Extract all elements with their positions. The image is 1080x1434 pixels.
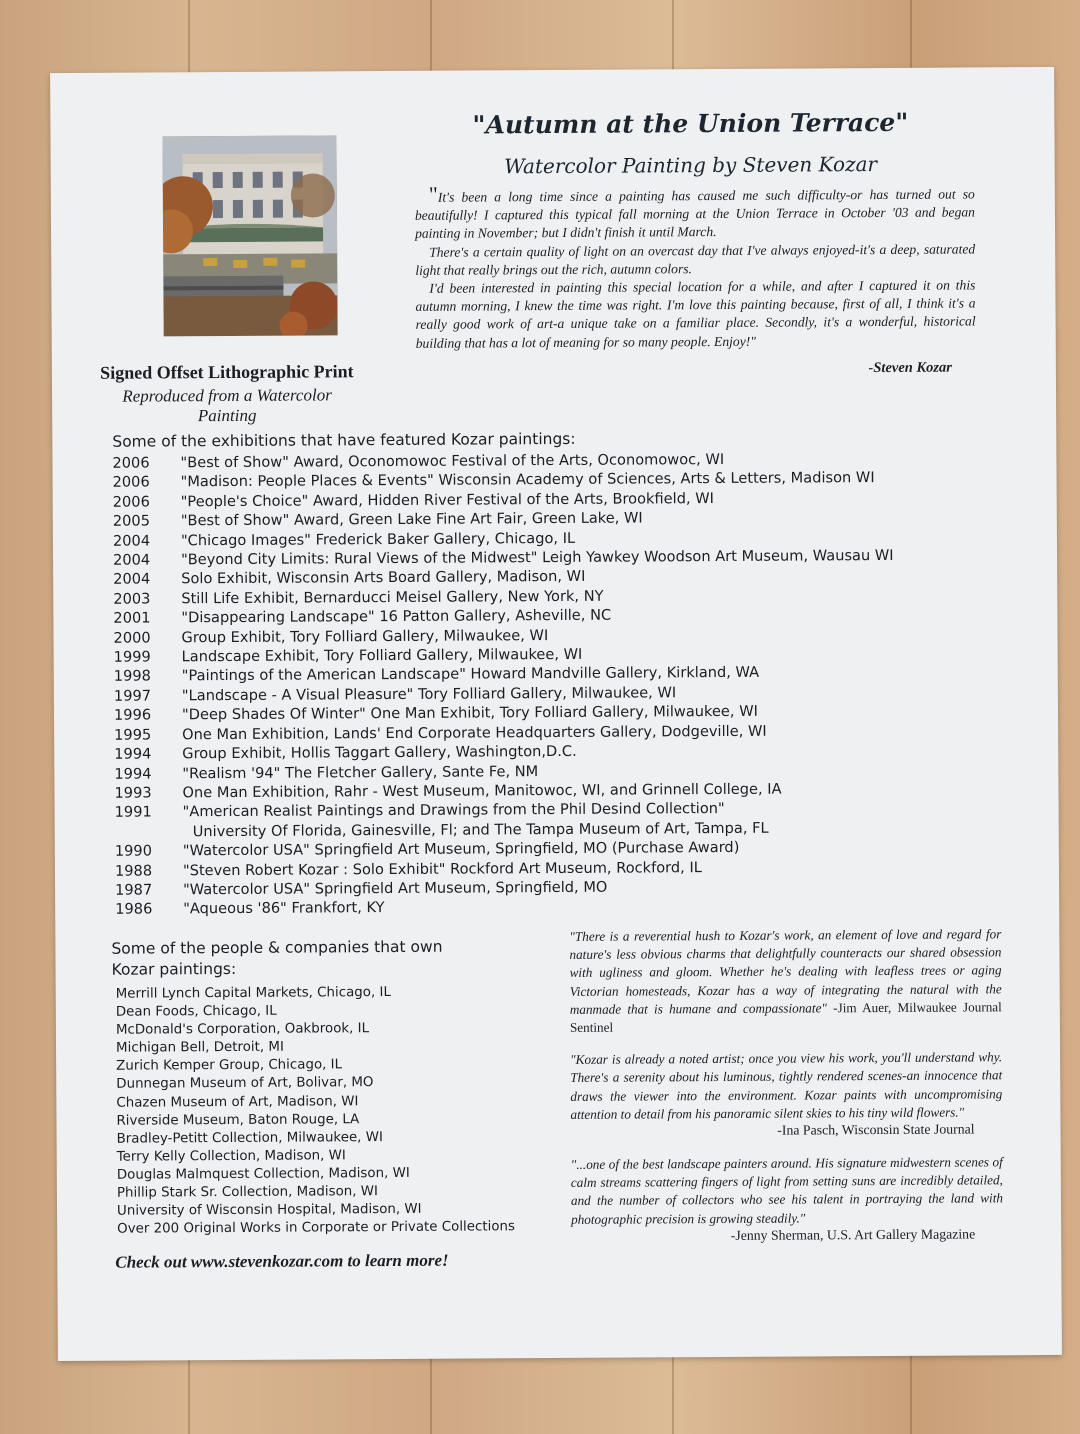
owners-heading: Some of the people & companies that own Kozar paintings: bbox=[111, 937, 443, 979]
painting-subtitle: Watercolor Painting by Steven Kozar bbox=[504, 152, 878, 179]
owners-list bbox=[116, 983, 558, 1239]
owner-item: Dunnegan Museum of Art, Bolivar, MO bbox=[116, 1075, 374, 1093]
painting-title: "Autumn at the Union Terrace" bbox=[472, 107, 909, 140]
exhibition-row: 2005 "Best of Show" Award, Green Lake Fine Art Fair, Green Lake, WI bbox=[112, 509, 643, 530]
owner-item: Douglas Malmquest Collection, Madison, WI bbox=[116, 1165, 410, 1183]
press-reviews bbox=[569, 925, 1003, 1260]
exhibitions-heading: Some of the exhibitions that have featured Kozar paintings: bbox=[112, 429, 576, 451]
artist-quote-paragraph: There's a certain quality of light on an overcast day that I've always enjoyed-it's a deep, saturated light that really brings out the rich, autumn colors. bbox=[415, 241, 976, 278]
exhibition-row-continuation: University Of Florida, Gainesville, Fl; and The Tampa Museum of Art, Tampa, FL bbox=[192, 819, 769, 840]
exhibition-row: 1991 "American Realist Paintings and Drawings from the Phil Desind Collection" bbox=[114, 800, 725, 822]
exhibition-row: 2003 Still Life Exhibit, Bernarducci Meisel Gallery, New York, NY bbox=[113, 587, 604, 608]
print-type: Signed Offset Lithographic Print bbox=[100, 361, 354, 383]
owner-item: Phillip Stark Sr. Collection, Madison, WI bbox=[116, 1184, 379, 1201]
exhibition-row: 2006 "Madison: People Places & Events" Wisconsin Academy of Sciences, Arts & Letters, Madison WI bbox=[112, 469, 875, 492]
exhibition-row: 1994 Group Exhibit, Hollis Taggart Gallery, Washington,D.C. bbox=[114, 742, 577, 763]
exhibitions-list bbox=[112, 448, 1015, 919]
owner-item: University of Wisconsin Hospital, Madison, WI bbox=[116, 1201, 422, 1219]
painting-thumbnail bbox=[162, 135, 337, 336]
exhibition-row: 1997 "Landscape - A Visual Pleasure" Tory Folliard Gallery, Milwaukee, WI bbox=[113, 684, 677, 705]
press-review: "...one of the best landscape painters around. His signature midwestern scenes of calm streams scattering fingers of light from setting suns are incredibly detailed, and the number of collectors who see his talent in portraying the land with photographic precision is growing steadily." bbox=[570, 1154, 1004, 1227]
exhibition-row: 2004 Solo Exhibit, Wisconsin Arts Board Gallery, Madison, WI bbox=[113, 568, 586, 589]
artist-signature: -Steven Kozar bbox=[868, 359, 952, 377]
exhibition-row: 1987 "Watercolor USA" Springfield Art Museum, Springfield, MO bbox=[115, 878, 608, 899]
review-byline: -Jim Auer, Milwaukee Journal Sentinel bbox=[569, 999, 1002, 1035]
owner-item: Terry Kelly Collection, Madison, WI bbox=[116, 1148, 346, 1165]
exhibition-row: 1999 Landscape Exhibit, Tory Folliard Gallery, Milwaukee, WI bbox=[113, 645, 583, 666]
owner-item: Dean Foods, Chicago, IL bbox=[115, 1003, 277, 1020]
artist-quote-paragraph: "It's been a long time since a painting has caused me such difficulty-or has turned out so beautifully! I captured this typical fall morning at the Union Terrace in October '03 and began painting in November; but I didn't finish it until March. bbox=[414, 181, 975, 242]
exhibition-row: 2001 "Disappearing Landscape" 16 Patton Gallery, Asheville, NC bbox=[113, 606, 612, 627]
owner-item: Over 200 Original Works in Corporate or Private Collections bbox=[117, 1219, 516, 1237]
exhibition-row: 1990 "Watercolor USA" Springfield Art Museum, Springfield, MO (Purchase Award) bbox=[114, 839, 740, 860]
flyer-sheet bbox=[50, 67, 1062, 1361]
exhibition-row: 1996 "Deep Shades Of Winter" One Man Exhibit, Tory Folliard Gallery, Milwaukee, WI bbox=[113, 703, 758, 724]
exhibition-row: 2004 "Beyond City Limits: Rural Views of the Midwest" Leigh Yawkey Woodson Art Museum, Wausau WI bbox=[113, 546, 894, 569]
review-signature: -Ina Pasch, Wisconsin State Journal bbox=[777, 1121, 975, 1138]
review-signature: -Jenny Sherman, U.S. Art Gallery Magazine bbox=[730, 1226, 976, 1243]
press-review: "Kozar is already a noted artist; once you view his work, you'll understand why. There's a serenity about his luminous, tightly rendered scenes-an innocence that draws the viewer into the environment. Kozar paints with uncompromising attention to detail from his panoramic silent skies to his tiny wild flowers." bbox=[570, 1049, 1003, 1122]
owner-item: McDonald's Corporation, Oakbrook, IL bbox=[115, 1021, 370, 1038]
exhibition-row: 2004 "Chicago Images" Frederick Baker Gallery, Chicago, IL bbox=[112, 529, 576, 550]
owner-item: Chazen Museum of Art, Madison, WI bbox=[116, 1093, 359, 1111]
website-call-to-action: Check out www.stevenkozar.com to learn more! bbox=[115, 1250, 449, 1272]
owner-item: Merrill Lynch Capital Markets, Chicago, IL bbox=[115, 985, 391, 1002]
exhibition-row: 1986 "Aqueous '86" Frankfort, KY bbox=[115, 899, 385, 919]
exhibition-row: 1998 "Paintings of the American Landscape" Howard Mandville Gallery, Kirkland, WA bbox=[113, 664, 760, 686]
exhibition-row: 1994 "Realism '94" The Fletcher Gallery, Sante Fe, NM bbox=[114, 762, 539, 783]
exhibition-row: 2000 Group Exhibit, Tory Folliard Gallery, Milwaukee, WI bbox=[113, 626, 549, 647]
owner-item: Michigan Bell, Detroit, MI bbox=[115, 1039, 284, 1056]
exhibition-row: 1988 "Steven Robert Kozar : Solo Exhibit" Rockford Art Museum, Rockford, IL bbox=[114, 858, 702, 880]
exhibition-row: 2006 "People's Choice" Award, Hidden River Festival of the Arts, Brookfield, WI bbox=[112, 489, 715, 511]
quote-open-mark: " bbox=[428, 181, 438, 207]
exhibition-row: 1993 One Man Exhibition, Rahr - West Museum, Manitowoc, WI, and Grinnell College, IA bbox=[114, 780, 782, 802]
artist-quote bbox=[414, 181, 976, 352]
owner-item: Riverside Museum, Baton Rouge, LA bbox=[116, 1111, 360, 1129]
exhibition-row: 2006 "Best of Show" Award, Oconomowoc Festival of the Arts, Oconomowoc, WI bbox=[112, 450, 725, 472]
artist-quote-paragraph: I'd been interested in painting this special location for a while, and after I captured it on this autumn morning, I knew the time was right. I'm love this painting because, first of all, I think it's a really good work of art-a unique take on a familiar place. Secondly, it's a wonderful, historical building that has a lot of meaning for so many people. Enjoy!" bbox=[415, 277, 976, 351]
press-review: "There is a reverential hush to Kozar's work, an element of love and regard for nature's less obvious charms that delightfully counteracts our shared obsession with ugliness and gloom. Whether he's dealing with leafless trees or aging Victorian homesteads, Kozar has a way of integrating the natural with the manmade that is humane and compassionate" -Jim Auer, Milwaukee Journal Sentinel bbox=[569, 926, 1002, 1035]
owner-item: Bradley-Petitt Collection, Milwaukee, WI bbox=[116, 1129, 383, 1147]
print-subtitle: Reproduced from a Watercolor Painting bbox=[122, 385, 332, 426]
exhibition-row: 1995 One Man Exhibition, Lands' End Corporate Headquarters Gallery, Dodgeville, WI bbox=[114, 722, 767, 744]
owner-item: Zurich Kemper Group, Chicago, IL bbox=[116, 1057, 343, 1075]
